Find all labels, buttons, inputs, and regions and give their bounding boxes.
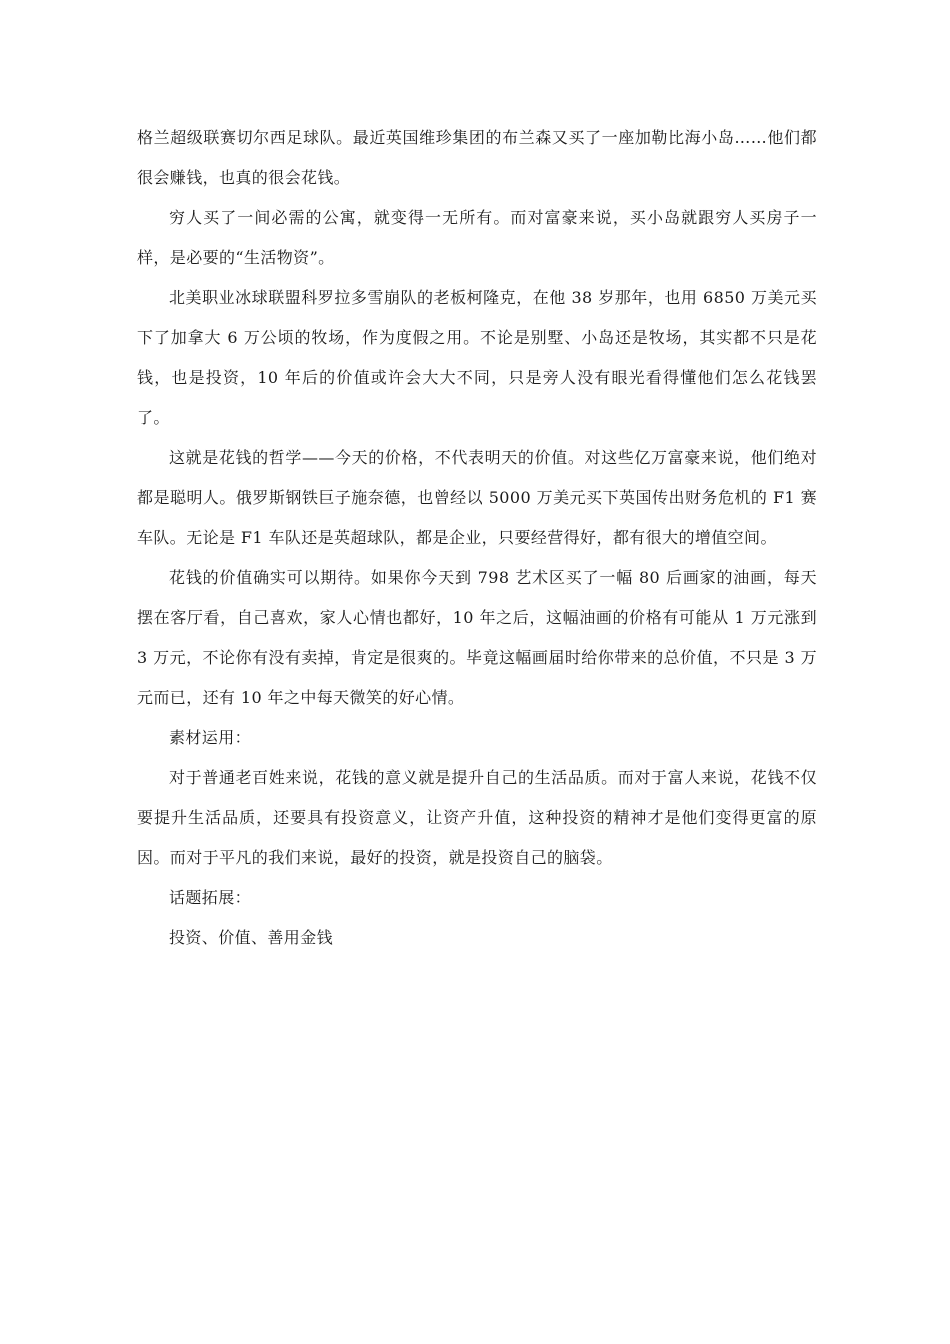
paragraph-poor-vs-rich: 穷人买了一间必需的公寓，就变得一无所有。而对富豪来说，买小岛就跟穷人买房子一样，是必要的“生活物资”。 bbox=[137, 208, 817, 267]
paragraph-material-use: 对于普通老百姓来说，花钱的意义就是提升自己的生活品质。而对于富人来说，花钱不仅要提升生活品质，还要具有投资意义，让资产升值，这种投资的精神才是他们变得更富的原因。而对于平凡的我们来说，最好的投资，就是投资自己的脑袋。 bbox=[137, 768, 817, 867]
section-heading-topic-extension: 话题拓展： bbox=[169, 888, 252, 907]
paragraph-spending-philosophy: 这就是花钱的哲学——今天的价格，不代表明天的价值。对这些亿万富豪来说，他们绝对都是聪明人。俄罗斯钢铁巨子施奈德，也曾经以 5000 万美元买下英国传出财务危机的 F1 赛车队。无论是 F1 车队还是英超球队，都是企业，只要经营得好，都有很大的增值空间。 bbox=[137, 448, 817, 547]
paragraph-continuation: 格兰超级联赛切尔西足球队。最近英国维珍集团的布兰森又买了一座加勒比海小岛……他们都很会赚钱，也真的很会花钱。 bbox=[137, 128, 817, 187]
section-heading-material-use: 素材运用： bbox=[169, 728, 252, 747]
paragraph-painting-value: 花钱的价值确实可以期待。如果你今天到 798 艺术区买了一幅 80 后画家的油画，每天摆在客厅看，自己喜欢，家人心情也都好，10 年之后，这幅油画的价格有可能从 1 万元涨到 3 万元，不论你有没有卖掉，肯定是很爽的。毕竟这幅画届时给你带来的总价值，不只是 3 万元而已，还有 10 年之中每天微笑的好心情。 bbox=[137, 568, 817, 707]
paragraph-topic-keywords: 投资、价值、善用金钱 bbox=[169, 928, 334, 947]
paragraph-ranch-investment: 北美职业冰球联盟科罗拉多雪崩队的老板柯隆克，在他 38 岁那年，也用 6850 万美元买下了加拿大 6 万公顷的牧场，作为度假之用。不论是别墅、小岛还是牧场，其实都不只是花钱，也是投资，10 年后的价值或许会大大不同，只是旁人没有眼光看得懂他们怎么花钱罢了。 bbox=[137, 288, 817, 427]
document-body bbox=[137, 118, 817, 958]
